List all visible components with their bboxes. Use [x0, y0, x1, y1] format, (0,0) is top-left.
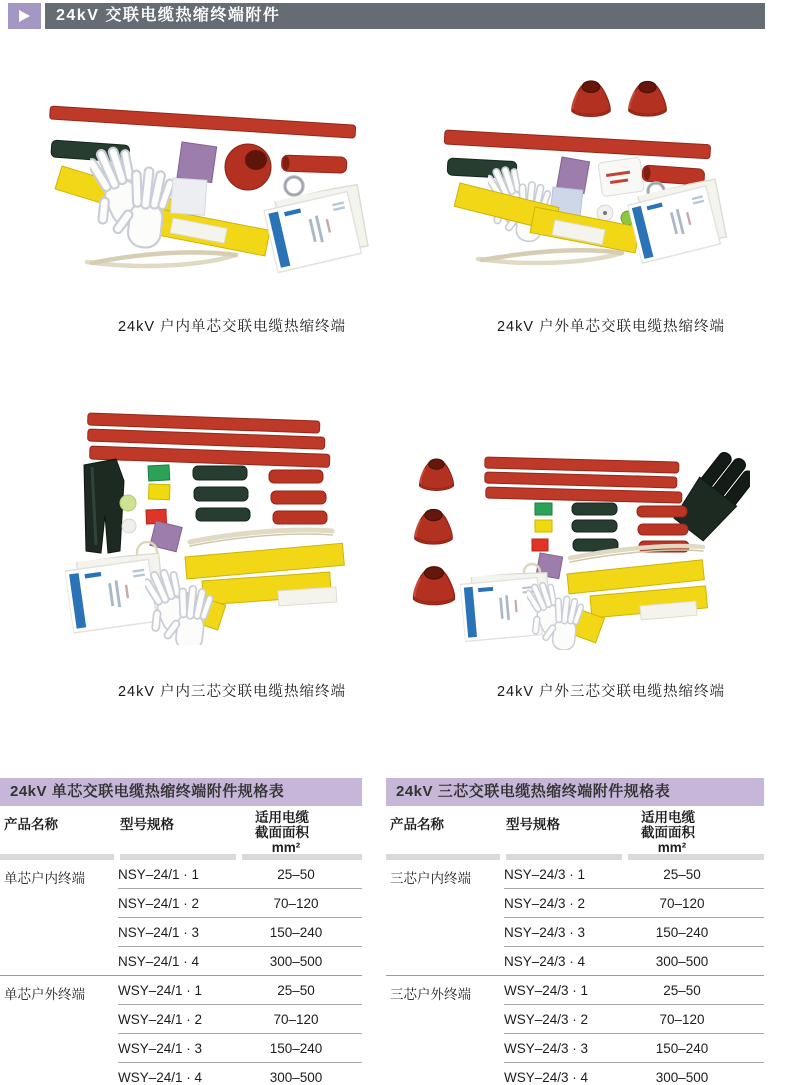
table-group-indoor — [386, 860, 764, 975]
table-row — [504, 946, 764, 975]
area-cell: 150–240 — [269, 1040, 323, 1056]
spec-table-three-core — [386, 778, 764, 1085]
col-header-product: 产品名称 — [4, 817, 58, 832]
table-row — [118, 1004, 362, 1033]
green-marker-piece — [535, 503, 552, 515]
table-header-row — [386, 806, 764, 854]
table-row — [118, 860, 362, 888]
table-row — [504, 1033, 764, 1062]
area-cell: 300–500 — [269, 953, 323, 969]
abrasive-paper — [177, 142, 217, 183]
table-row — [118, 1033, 362, 1062]
product-caption: 24kV 户外三芯交联电缆热缩终端 — [496, 684, 726, 700]
green-marker-piece — [148, 465, 170, 481]
area-cell: 150–240 — [655, 1040, 709, 1056]
cleaning-cloth — [171, 178, 207, 215]
red-tubes-short — [269, 470, 327, 524]
group-name: 单芯户内终端 — [4, 871, 85, 886]
spec-table-single-core — [0, 778, 362, 1085]
model-cell: WSY–24/3 · 3 — [504, 1040, 589, 1056]
area-cell: 70–120 — [273, 895, 319, 911]
yellow-marker-piece — [535, 520, 552, 532]
green-heat-shrink-tubes — [193, 466, 250, 521]
table-group-outdoor — [0, 975, 362, 1085]
model-cell: WSY–24/1 · 2 — [118, 1011, 203, 1027]
red-tube-short — [281, 155, 347, 173]
col-header-model: 型号规格 — [120, 817, 174, 832]
braided-cord — [87, 252, 236, 266]
green-heat-shrink-tubes — [572, 503, 618, 551]
area-cell: 70–120 — [659, 1011, 705, 1027]
table-row — [504, 1004, 764, 1033]
area-cell: 70–120 — [659, 895, 705, 911]
model-cell: WSY–24/3 · 4 — [504, 1069, 589, 1085]
area-cell: 70–120 — [273, 1011, 319, 1027]
area-cell: 300–500 — [655, 953, 709, 969]
model-cell: NSY–24/3 · 1 — [504, 866, 586, 882]
model-cell: NSY–24/1 · 3 — [118, 924, 200, 940]
area-cell: 300–500 — [269, 1069, 323, 1085]
product-caption: 24kV 户外单芯交联电缆热缩终端 — [496, 319, 726, 335]
table-row — [504, 860, 764, 888]
group-name: 三芯户外终端 — [390, 987, 471, 1002]
yellow-insulation-strips — [556, 560, 707, 643]
area-cell: 25–50 — [277, 982, 315, 998]
section-banner — [8, 3, 765, 29]
photo-outdoor-three-core-kit — [405, 450, 750, 650]
table-group-outdoor — [386, 975, 764, 1085]
yellow-marker-piece — [148, 484, 170, 500]
product-caption: 24kV 户内单芯交联电缆热缩终端 — [117, 319, 347, 335]
rain-skirt-icon — [572, 81, 610, 116]
white-dot — [122, 519, 136, 533]
section-title: 24kV 交联电缆热缩终端附件 — [45, 3, 765, 29]
col-header-model: 型号规格 — [506, 817, 560, 832]
model-cell: NSY–24/3 · 4 — [504, 953, 586, 969]
model-cell: WSY–24/3 · 2 — [504, 1011, 589, 1027]
light-green-dot — [120, 495, 136, 511]
model-cell: NSY–24/1 · 4 — [118, 953, 200, 969]
red-heat-shrink-tube — [444, 130, 710, 159]
table-row — [118, 1062, 362, 1085]
rain-skirt-icon — [629, 81, 667, 116]
rain-skirt-icon — [413, 567, 454, 605]
metal-ring — [285, 177, 303, 195]
red-heat-shrink-tube — [50, 106, 356, 138]
col-header-area: 适用电缆 截面面积 mm² — [255, 810, 309, 855]
play-arrow-icon — [19, 10, 30, 22]
table-title: 24kV 三芯交联电缆热缩终端附件规格表 — [386, 778, 764, 806]
group-name: 单芯户外终端 — [4, 987, 85, 1002]
model-cell: NSY–24/1 · 1 — [118, 866, 200, 882]
table-row — [118, 976, 362, 1004]
instruction-manual-icon — [262, 180, 373, 272]
model-cell: NSY–24/1 · 2 — [118, 895, 200, 911]
red-heat-shrink-tubes — [485, 457, 682, 503]
table-group-indoor — [0, 860, 362, 975]
model-cell: WSY–24/1 · 3 — [118, 1040, 203, 1056]
white-ball — [597, 205, 613, 221]
rain-skirt-icon — [419, 459, 453, 490]
red-marker-piece — [532, 539, 548, 551]
product-caption: 24kV 户内三芯交联电缆热缩终端 — [117, 684, 347, 700]
model-cell: WSY–24/1 · 1 — [118, 982, 203, 998]
col-header-area: 适用电缆 截面面积 mm² — [641, 810, 695, 855]
area-cell: 25–50 — [663, 866, 701, 882]
model-cell: WSY–24/1 · 4 — [118, 1069, 203, 1085]
area-cell: 25–50 — [277, 866, 315, 882]
photo-indoor-single-core-kit — [40, 66, 385, 306]
braided-strap — [190, 530, 332, 546]
model-cell: NSY–24/3 · 3 — [504, 924, 586, 940]
breakout-boot — [84, 459, 124, 553]
area-cell: 150–240 — [655, 924, 709, 940]
sealant-pouch — [598, 157, 644, 197]
table-row — [504, 917, 764, 946]
table-row — [118, 888, 362, 917]
table-header-row — [0, 806, 362, 854]
model-cell: NSY–24/3 · 2 — [504, 895, 586, 911]
group-name: 三芯户内终端 — [390, 871, 471, 886]
table-row — [504, 1062, 764, 1085]
table-row — [118, 917, 362, 946]
photo-indoor-three-core-kit — [60, 405, 350, 645]
model-cell: WSY–24/3 · 1 — [504, 982, 589, 998]
table-row — [118, 946, 362, 975]
area-cell: 150–240 — [269, 924, 323, 940]
area-cell: 300–500 — [655, 1069, 709, 1085]
col-header-product: 产品名称 — [390, 817, 444, 832]
banner-accent-box — [8, 3, 41, 29]
photo-outdoor-single-core-kit — [440, 68, 780, 308]
table-row — [504, 888, 764, 917]
area-cell: 25–50 — [663, 982, 701, 998]
table-title: 24kV 单芯交联电缆热缩终端附件规格表 — [0, 778, 362, 806]
red-heat-shrink-tubes — [88, 413, 330, 467]
table-row — [504, 976, 764, 1004]
rain-skirt-icon — [415, 509, 453, 544]
stress-cone — [225, 144, 271, 190]
braided-cord — [478, 250, 622, 263]
